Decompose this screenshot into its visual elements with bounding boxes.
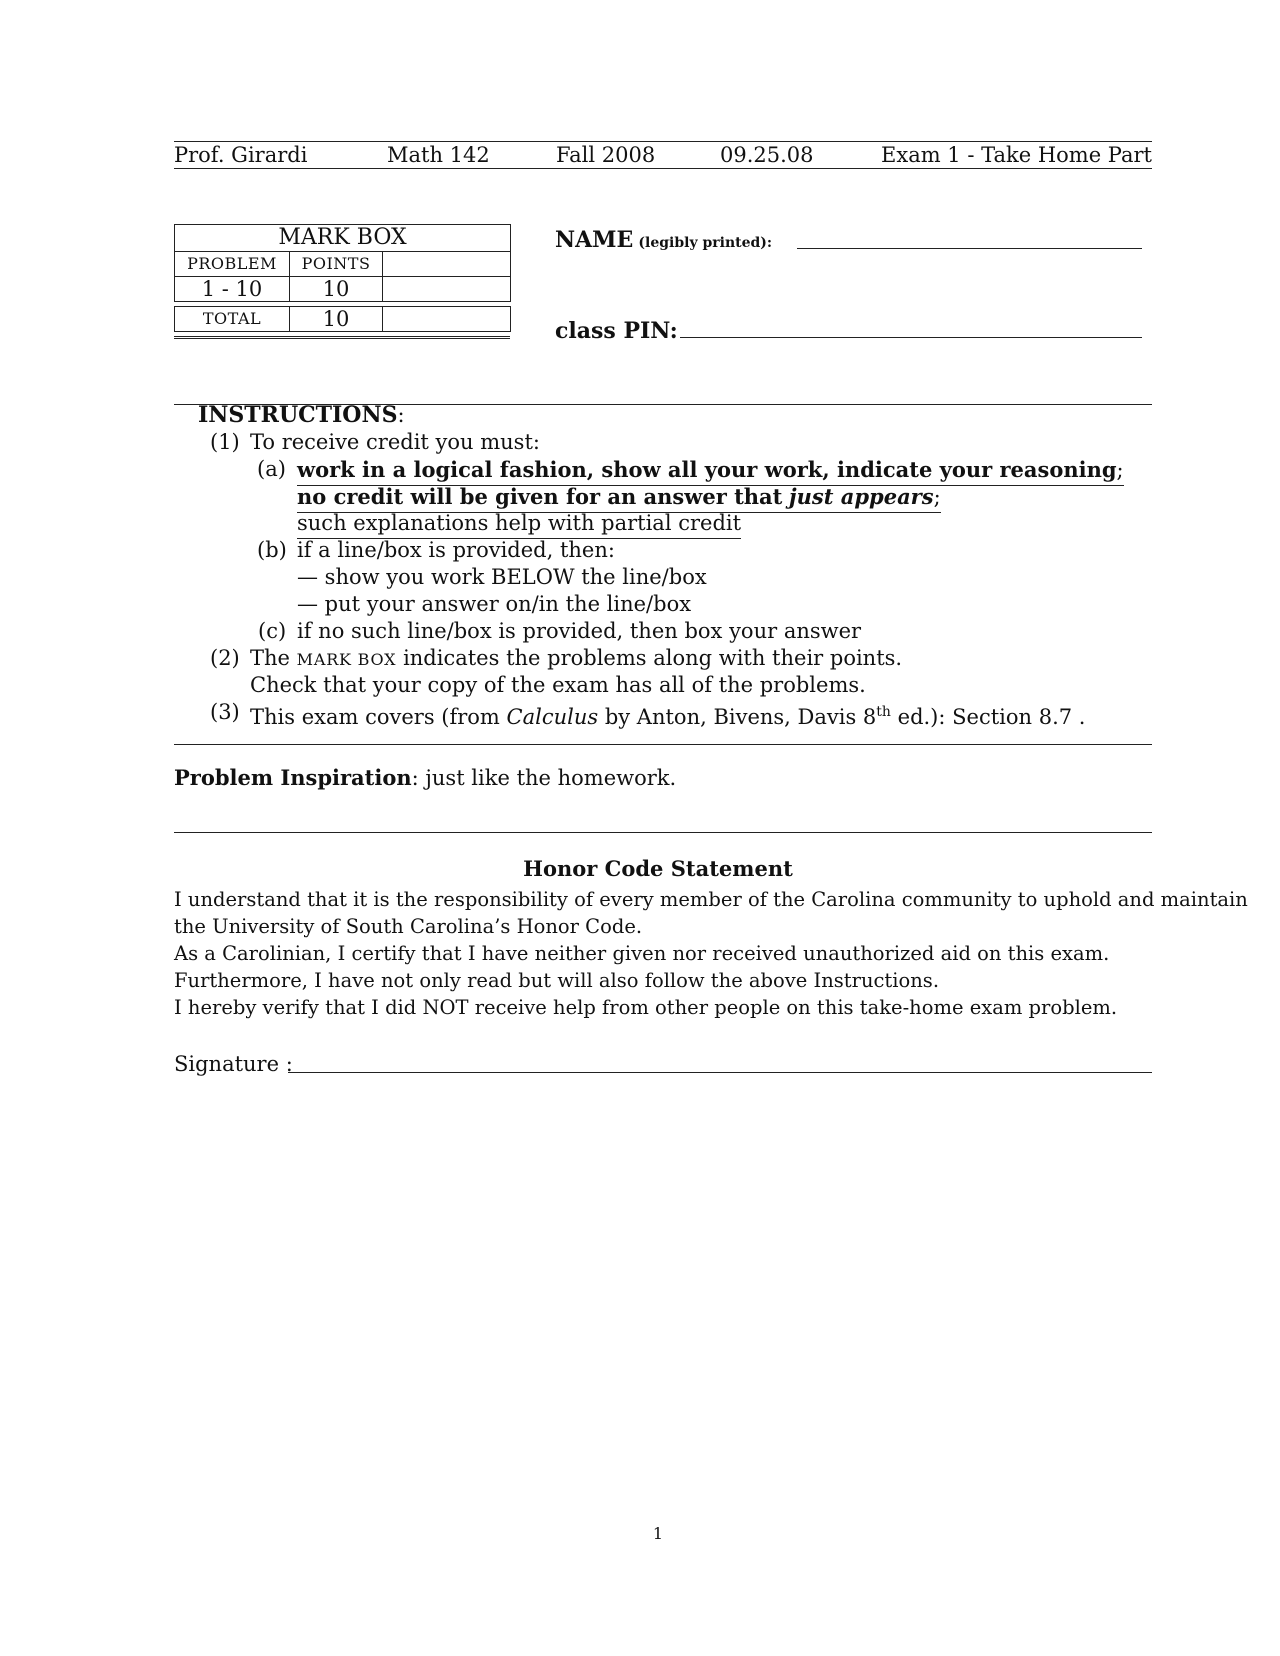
exam-header bbox=[174, 141, 1152, 169]
column-header-points: POINTS bbox=[290, 252, 383, 277]
exam-date: 09.25.08 bbox=[720, 143, 814, 167]
page-number: 1 bbox=[652, 1524, 664, 1543]
column-header-problem: PROBLEM bbox=[175, 252, 290, 277]
mark-box-underline bbox=[174, 336, 510, 339]
list-item bbox=[198, 537, 1148, 564]
emphasis-italic-text: just appears bbox=[789, 484, 934, 509]
text-segment: ed.): Section 8.7 . bbox=[897, 705, 1086, 729]
honor-line: As a Carolinian, I certify that I have neither given nor received unauthorized aid on this exam. bbox=[174, 942, 1110, 965]
list-item bbox=[198, 429, 1148, 456]
name-field-label bbox=[555, 227, 772, 253]
course-name: Math 142 bbox=[387, 143, 490, 167]
list-item bbox=[198, 591, 1148, 618]
table-row bbox=[175, 277, 511, 302]
punctuation: ; bbox=[1116, 458, 1124, 482]
item-text bbox=[250, 699, 1085, 731]
honor-line: I understand that it is the responsibility of every member of the Carolina community to uphold and maintain bbox=[174, 888, 1248, 911]
mark-box-title: MARK BOX bbox=[175, 225, 511, 252]
class-pin-input-line[interactable] bbox=[680, 317, 1142, 338]
total-score-cell[interactable] bbox=[383, 307, 511, 332]
list-item bbox=[198, 483, 1148, 510]
honor-line: Furthermore, I have not only read but will also follow the above Instructions. bbox=[174, 969, 940, 992]
item-letter: (b) bbox=[257, 538, 287, 562]
text-segment: by Anton, Bivens, Davis 8 bbox=[604, 705, 877, 729]
item-text: if no such line/box is provided, then box your answer bbox=[297, 619, 862, 643]
term: Fall 2008 bbox=[556, 143, 656, 167]
list-item bbox=[198, 645, 1148, 672]
emphasis-text: work in a logical fashion, show all your work, indicate your reasoning bbox=[297, 457, 1117, 482]
problem-inspiration bbox=[174, 765, 676, 790]
item-text bbox=[297, 483, 941, 513]
inspiration-text: : just like the homework. bbox=[411, 766, 677, 790]
item-number: (3) bbox=[210, 700, 240, 724]
text-segment: The bbox=[250, 646, 290, 670]
total-row bbox=[175, 307, 511, 332]
item-letter: (a) bbox=[257, 457, 286, 481]
emphasis-text: no credit will be given for an answer that bbox=[297, 484, 783, 509]
score-cell[interactable] bbox=[383, 277, 511, 302]
list-item bbox=[198, 699, 1148, 729]
text-segment: This exam covers (from bbox=[250, 705, 500, 729]
exam-title: Exam 1 - Take Home Part bbox=[881, 143, 1152, 167]
mark-box bbox=[174, 224, 510, 339]
total-points: 10 bbox=[290, 307, 383, 332]
class-pin-label: class PIN: bbox=[555, 318, 678, 344]
honor-line: the University of South Carolina’s Honor Code. bbox=[174, 915, 643, 938]
mark-box-total-table bbox=[174, 306, 511, 332]
list-item bbox=[198, 510, 1148, 537]
column-header-score bbox=[383, 252, 511, 277]
text-segment: indicates the problems along with their points. bbox=[403, 646, 903, 670]
list-item bbox=[198, 564, 1148, 591]
divider bbox=[174, 744, 1152, 745]
name-label: NAME bbox=[555, 227, 634, 253]
item-number: (2) bbox=[210, 646, 240, 670]
mark-box-table bbox=[174, 224, 511, 302]
honor-code-text bbox=[174, 886, 1248, 1021]
item-text: — show you work BELOW the line/box bbox=[297, 565, 707, 589]
name-sublabel: (legibly printed): bbox=[638, 235, 773, 251]
item-text bbox=[250, 645, 902, 673]
item-letter: (c) bbox=[258, 619, 287, 643]
inspiration-label: Problem Inspiration bbox=[174, 765, 412, 790]
small-caps-text: MARK BOX bbox=[296, 650, 397, 669]
item-number: (1) bbox=[210, 430, 240, 454]
list-item bbox=[198, 618, 1148, 645]
list-item bbox=[198, 456, 1148, 483]
honor-code-title: Honor Code Statement bbox=[523, 856, 793, 881]
total-label: TOTAL bbox=[175, 307, 290, 332]
signature-line[interactable] bbox=[288, 1052, 1152, 1073]
problem-range: 1 - 10 bbox=[175, 277, 290, 302]
list-item bbox=[198, 672, 1148, 699]
honor-line: I hereby verify that I did NOT receive help from other people on this take-home exam problem. bbox=[174, 996, 1118, 1019]
superscript: th bbox=[876, 704, 891, 720]
item-text: if a line/box is provided, then: bbox=[297, 538, 615, 562]
punctuation: ; bbox=[933, 485, 941, 509]
instructions-heading bbox=[198, 402, 1148, 429]
problem-points: 10 bbox=[290, 277, 383, 302]
book-title: Calculus bbox=[506, 705, 599, 729]
instructions-heading-text: INSTRUCTIONS bbox=[198, 402, 398, 428]
item-text: — put your answer on/in the line/box bbox=[297, 592, 692, 616]
instructions-section bbox=[198, 402, 1148, 729]
item-text: To receive credit you must: bbox=[250, 430, 540, 454]
item-text: Check that your copy of the exam has all of the problems. bbox=[250, 673, 866, 697]
divider bbox=[174, 832, 1152, 833]
name-input-line[interactable] bbox=[797, 228, 1142, 249]
signature-label: Signature : bbox=[174, 1052, 293, 1076]
professor-name: Prof. Girardi bbox=[174, 143, 308, 167]
instructions-heading-colon: : bbox=[397, 403, 405, 427]
item-text: such explanations help with partial credit bbox=[297, 510, 741, 539]
item-text bbox=[297, 456, 1124, 486]
